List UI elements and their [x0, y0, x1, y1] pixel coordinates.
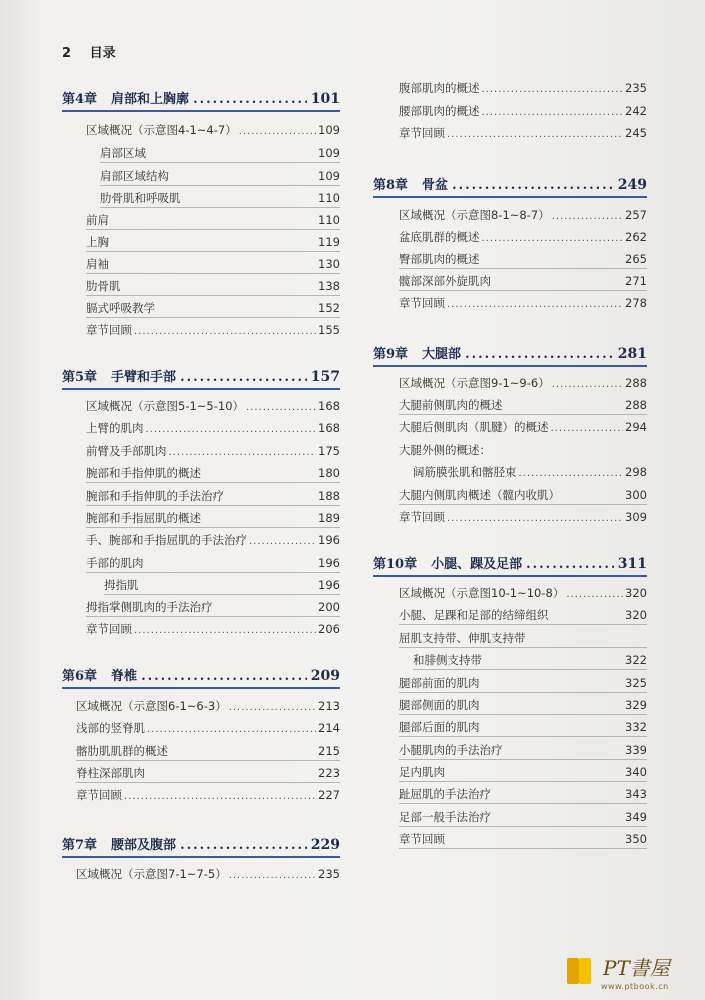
- chapter-number: 第5章: [62, 370, 98, 385]
- entry-underline: [86, 616, 340, 617]
- chapter-rule: [373, 365, 647, 367]
- entry-underline: [399, 504, 647, 505]
- page-header: [62, 42, 116, 61]
- entry-label: 腕部和手指伸肌的手法治疗: [86, 489, 224, 503]
- chapter-rule: [373, 575, 647, 577]
- entry-page: 288: [625, 376, 647, 390]
- entry-underline: [399, 647, 647, 648]
- leader-dots: [146, 424, 317, 435]
- entry-label: 腿部前面的肌肉: [399, 676, 480, 690]
- chapter-10-heading[interactable]: [373, 553, 647, 572]
- toc-entry[interactable]: [399, 103, 647, 119]
- toc-entry[interactable]: [399, 442, 647, 458]
- entry-label: 大腿外侧的概述：: [399, 443, 491, 457]
- entry-underline: [104, 594, 340, 595]
- chapter-page: 157: [310, 369, 340, 385]
- entry-label: 腕部和手指伸肌的概述: [86, 466, 201, 480]
- entry-label: 肋骨肌: [86, 279, 121, 293]
- entry-page: 110: [318, 191, 340, 205]
- leader-dots: [519, 468, 624, 479]
- toc-entry[interactable]: [104, 577, 340, 593]
- chapter-page: 281: [617, 346, 647, 362]
- entry-label: 前肩: [86, 213, 109, 227]
- entry-underline: [399, 848, 647, 849]
- toc-entry[interactable]: [399, 397, 647, 413]
- entry-page: 110: [318, 213, 340, 227]
- toc-entry[interactable]: [86, 532, 340, 548]
- leader-dots: [482, 84, 624, 95]
- entry-underline: [399, 781, 647, 782]
- toc-entry[interactable]: [86, 398, 340, 414]
- entry-label: 上臂的肌肉: [86, 421, 144, 435]
- chapter-9-heading[interactable]: [373, 343, 647, 362]
- entry-underline: [86, 572, 340, 573]
- toc-entry[interactable]: [76, 765, 340, 781]
- entry-page: 189: [318, 511, 340, 525]
- toc-entry[interactable]: [399, 630, 647, 646]
- toc-entry[interactable]: [86, 488, 340, 504]
- entry-page: 155: [318, 323, 340, 337]
- entry-page: 339: [625, 743, 647, 757]
- leader-dots: [147, 724, 316, 735]
- entry-underline: [100, 207, 340, 208]
- entry-label: 章节回顾: [86, 323, 132, 337]
- entry-label: 趾屈肌的手法治疗: [399, 787, 491, 801]
- toc-entry[interactable]: [100, 145, 340, 161]
- leader-dots: [526, 557, 614, 572]
- toc-entry[interactable]: [399, 273, 647, 289]
- entry-page: 265: [625, 252, 647, 266]
- toc-entry[interactable]: [399, 831, 647, 847]
- entry-underline: [86, 229, 340, 230]
- entry-page: 168: [318, 421, 340, 435]
- chapter-page: 101: [310, 91, 340, 107]
- chapter-rule: [62, 110, 340, 112]
- chapter-number: 第6章: [62, 669, 98, 684]
- entry-label: 章节回顾: [399, 510, 445, 524]
- entry-label: 章节回顾: [399, 126, 445, 140]
- entry-page: 349: [625, 810, 647, 824]
- entry-label: 肋骨肌和呼吸肌: [100, 191, 181, 205]
- entry-label: 大腿内侧肌肉概述（髋内收肌）: [399, 488, 560, 502]
- toc-entry[interactable]: [76, 866, 340, 882]
- entry-label: 足部一般手法治疗: [399, 810, 491, 824]
- toc-entry[interactable]: [86, 234, 340, 250]
- entry-label: 章节回顾: [399, 296, 445, 310]
- chapter-title: 脊椎: [111, 669, 138, 684]
- toc-entry[interactable]: [399, 786, 647, 802]
- leader-dots: [180, 370, 307, 385]
- entry-label: 浅部的竖脊肌: [76, 721, 145, 735]
- entry-underline: [100, 162, 340, 163]
- entry-underline: [76, 760, 340, 761]
- leader-dots: [239, 126, 316, 137]
- toc-entry[interactable]: [399, 585, 647, 601]
- toc-entry[interactable]: [86, 599, 340, 615]
- entry-underline: [86, 295, 340, 296]
- entry-label: 肩部区域: [100, 146, 146, 160]
- leader-dots: [482, 233, 624, 244]
- chapter-rule: [62, 687, 340, 689]
- leader-dots: [229, 870, 316, 881]
- toc-entry[interactable]: [100, 190, 340, 206]
- leader-dots: [551, 423, 624, 434]
- entry-underline: [413, 669, 647, 670]
- entry-label: 手部的肌肉: [86, 556, 144, 570]
- toc-entry[interactable]: [399, 207, 647, 223]
- entry-underline: [399, 803, 647, 804]
- chapter-page: 311: [617, 556, 647, 572]
- entry-page: 196: [318, 556, 340, 570]
- toc-entry[interactable]: [86, 322, 340, 338]
- chapter-number: 第7章: [62, 838, 98, 853]
- entry-label: 区域概况（示意图9-1~9-6）: [399, 376, 550, 390]
- entry-page: 168: [318, 399, 340, 413]
- leader-dots: [465, 347, 614, 362]
- page-number: 2: [62, 46, 72, 61]
- toc-entry[interactable]: [399, 419, 647, 435]
- toc-entry[interactable]: [399, 719, 647, 735]
- entry-page: 320: [625, 586, 647, 600]
- entry-label: 臀部肌肉的概述: [399, 252, 480, 266]
- leader-dots: [447, 299, 623, 310]
- entry-label: 大腿后侧肌肉（肌腱）的概述: [399, 420, 549, 434]
- entry-label: 拇指掌侧肌肉的手法治疗: [86, 600, 213, 614]
- leader-dots: [169, 447, 317, 458]
- entry-page: 109: [318, 169, 340, 183]
- entry-underline: [399, 268, 647, 269]
- entry-label: 脊柱深部肌肉: [76, 766, 145, 780]
- toc-entry[interactable]: [399, 125, 647, 141]
- toc-entry[interactable]: [86, 465, 340, 481]
- entry-page: 245: [625, 126, 647, 140]
- leader-dots: [229, 702, 316, 713]
- chapter-7-heading[interactable]: [62, 834, 340, 853]
- entry-page: 214: [318, 721, 340, 735]
- entry-page: 138: [318, 279, 340, 293]
- toc-entry[interactable]: [399, 697, 647, 713]
- chapter-page: 209: [310, 668, 340, 684]
- toc-entry[interactable]: [86, 212, 340, 228]
- entry-label: 腹部肌肉的概述: [399, 81, 480, 95]
- entry-label: 腰部肌肉的概述: [399, 104, 480, 118]
- entry-page: 242: [625, 104, 647, 118]
- toc-entry[interactable]: [399, 509, 647, 525]
- entry-page: 130: [318, 257, 340, 271]
- toc-entry[interactable]: [399, 809, 647, 825]
- entry-underline: [399, 826, 647, 827]
- entry-underline: [399, 692, 647, 693]
- entry-page: 235: [318, 867, 340, 881]
- entry-label: 章节回顾: [76, 788, 122, 802]
- entry-label: 区域概况（示意图4-1~4-7）: [86, 123, 237, 137]
- entry-label: 腿部后面的肌肉: [399, 720, 480, 734]
- entry-page: 175: [318, 444, 340, 458]
- entry-page: 343: [625, 787, 647, 801]
- toc-entry[interactable]: [399, 764, 647, 780]
- chapter-6-heading[interactable]: [62, 665, 340, 684]
- entry-page: 227: [318, 788, 340, 802]
- logo-name: PT書屋: [603, 956, 670, 980]
- leader-dots: [447, 513, 623, 524]
- chapter-number: 第4章: [62, 92, 98, 107]
- leader-dots: [246, 402, 316, 413]
- entry-label: 膈式呼吸教学: [86, 301, 155, 315]
- entry-page: 262: [625, 230, 647, 244]
- entry-page: 180: [318, 466, 340, 480]
- entry-page: 350: [625, 832, 647, 846]
- entry-page: 320: [625, 608, 647, 622]
- entry-label: 和腓侧支持带: [413, 653, 482, 667]
- leader-dots: [482, 107, 624, 118]
- toc-entry[interactable]: [86, 555, 340, 571]
- toc-entry[interactable]: [86, 300, 340, 316]
- entry-underline: [399, 414, 647, 415]
- toc-entry[interactable]: [413, 464, 647, 480]
- entry-page: 200: [318, 600, 340, 614]
- entry-label: 拇指肌: [104, 578, 139, 592]
- leader-dots: [249, 536, 316, 547]
- entry-page: 152: [318, 301, 340, 315]
- chapter-page: 229: [310, 837, 340, 853]
- entry-page: 213: [318, 699, 340, 713]
- entry-page: 329: [625, 698, 647, 712]
- book-icon: [565, 952, 595, 986]
- entry-page: 322: [625, 653, 647, 667]
- entry-label: 髂肋肌肌群的概述: [76, 744, 168, 758]
- page-title: 目录: [89, 46, 116, 61]
- leader-dots: [552, 379, 623, 390]
- leader-dots: [193, 92, 307, 107]
- toc-entry[interactable]: [399, 675, 647, 691]
- entry-page: 188: [318, 489, 340, 503]
- entry-page: 235: [625, 81, 647, 95]
- entry-underline: [399, 759, 647, 760]
- entry-underline: [399, 624, 647, 625]
- entry-label: 小腿肌肉的手法治疗: [399, 743, 503, 757]
- chapter-title: 肩部和上胸廓: [111, 92, 190, 107]
- toc-entry[interactable]: [399, 375, 647, 391]
- leader-dots: [134, 326, 316, 337]
- entry-label: 小腿、足踝和足部的结缔组织: [399, 608, 549, 622]
- toc-entry[interactable]: [76, 698, 340, 714]
- chapter-5-heading[interactable]: [62, 366, 340, 385]
- entry-page: 309: [625, 510, 647, 524]
- chapter-title: 大腿部: [422, 347, 462, 362]
- toc-entry[interactable]: [86, 420, 340, 436]
- entry-underline: [86, 251, 340, 252]
- entry-label: 腿部侧面的肌肉: [399, 698, 480, 712]
- entry-underline: [399, 714, 647, 715]
- entry-label: 区域概况（示意图7-1~7-5）: [76, 867, 227, 881]
- entry-page: 109: [318, 123, 340, 137]
- chapter-4-heading[interactable]: [62, 88, 340, 107]
- toc-entry[interactable]: [100, 168, 340, 184]
- leader-dots: [452, 178, 614, 193]
- entry-underline: [76, 782, 340, 783]
- entry-page: 215: [318, 744, 340, 758]
- entry-label: 肩部区域结构: [100, 169, 169, 183]
- entry-label: 肩袖: [86, 257, 109, 271]
- entry-page: 278: [625, 296, 647, 310]
- chapter-rule: [62, 856, 340, 858]
- entry-label: 屈肌支持带、伸肌支持带: [399, 631, 526, 645]
- entry-page: 332: [625, 720, 647, 734]
- toc-entry[interactable]: [399, 80, 647, 96]
- toc-entry[interactable]: [76, 720, 340, 736]
- chapter-8-heading[interactable]: [373, 174, 647, 193]
- toc-entry[interactable]: [399, 251, 647, 267]
- toc-entry[interactable]: [86, 256, 340, 272]
- chapter-rule: [373, 196, 647, 198]
- leader-dots: [141, 669, 307, 684]
- chapter-title: 骨盆: [422, 178, 449, 193]
- toc-entry[interactable]: [399, 607, 647, 623]
- toc-entry[interactable]: [399, 742, 647, 758]
- toc-entry[interactable]: [86, 510, 340, 526]
- chapter-title: 腰部及腹部: [111, 838, 177, 853]
- entry-label: 前臂及手部肌肉: [86, 444, 167, 458]
- toc-entry[interactable]: [413, 652, 647, 668]
- entry-page: 223: [318, 766, 340, 780]
- toc-entry[interactable]: [76, 787, 340, 803]
- entry-page: 206: [318, 622, 340, 636]
- logo-url: www.ptbook.cn: [601, 982, 669, 991]
- entry-label: 区域概况（示意图10-1~10-8）: [399, 586, 565, 600]
- entry-underline: [86, 505, 340, 506]
- entry-label: 髋部深部外旋肌肉: [399, 274, 491, 288]
- entry-label: 腕部和手指屈肌的概述: [86, 511, 201, 525]
- leader-dots: [566, 589, 623, 600]
- entry-underline: [100, 185, 340, 186]
- ptbook-logo: [565, 948, 695, 996]
- chapter-title: 手臂和手部: [111, 370, 177, 385]
- entry-page: 340: [625, 765, 647, 779]
- entry-label: 章节回顾: [86, 622, 132, 636]
- entry-page: 300: [625, 488, 647, 502]
- toc-entry[interactable]: [86, 278, 340, 294]
- toc-entry[interactable]: [399, 295, 647, 311]
- entry-page: 196: [318, 533, 340, 547]
- entry-label: 盆底肌群的概述: [399, 230, 480, 244]
- entry-page: 271: [625, 274, 647, 288]
- toc-entry[interactable]: [86, 122, 340, 138]
- entry-label: 区域概况（示意图8-1~8-7）: [399, 208, 550, 222]
- entry-page: 257: [625, 208, 647, 222]
- chapter-number: 第8章: [373, 178, 409, 193]
- entry-label: 大腿前侧肌肉的概述: [399, 398, 503, 412]
- entry-page: 288: [625, 398, 647, 412]
- entry-label: 区域概况（示意图5-1~5-10）: [86, 399, 245, 413]
- leader-dots: [552, 211, 623, 222]
- chapter-number: 第10章: [373, 557, 418, 572]
- entry-page: 298: [625, 465, 647, 479]
- chapter-title: 小腿、踝及足部: [431, 557, 523, 572]
- chapter-rule: [62, 388, 340, 390]
- entry-label: 足内肌肉: [399, 765, 445, 779]
- entry-page: 196: [318, 578, 340, 592]
- chapter-number: 第9章: [373, 347, 409, 362]
- toc-entry[interactable]: [86, 443, 340, 459]
- entry-underline: [86, 317, 340, 318]
- entry-underline: [86, 273, 340, 274]
- entry-page: 294: [625, 420, 647, 434]
- leader-dots: [124, 791, 316, 802]
- entry-underline: [399, 290, 647, 291]
- toc-entry[interactable]: [399, 487, 647, 503]
- leader-dots: [134, 625, 316, 636]
- leader-dots: [447, 129, 623, 140]
- entry-label: 手、腕部和手指屈肌的手法治疗: [86, 533, 247, 547]
- toc-entry[interactable]: [86, 621, 340, 637]
- toc-entry[interactable]: [76, 743, 340, 759]
- entry-underline: [399, 736, 647, 737]
- entry-label: 区域概况（示意图6-1~6-3）: [76, 699, 227, 713]
- entry-underline: [86, 482, 340, 483]
- entry-page: 109: [318, 146, 340, 160]
- entry-label: 上胸: [86, 235, 109, 249]
- entry-page: 119: [318, 235, 340, 249]
- leader-dots: [180, 838, 307, 853]
- toc-entry[interactable]: [399, 229, 647, 245]
- entry-page: 325: [625, 676, 647, 690]
- entry-label: 阔筋膜张肌和髂胫束: [413, 465, 517, 479]
- chapter-page: 249: [617, 177, 647, 193]
- entry-label: 章节回顾: [399, 832, 445, 846]
- entry-underline: [86, 527, 340, 528]
